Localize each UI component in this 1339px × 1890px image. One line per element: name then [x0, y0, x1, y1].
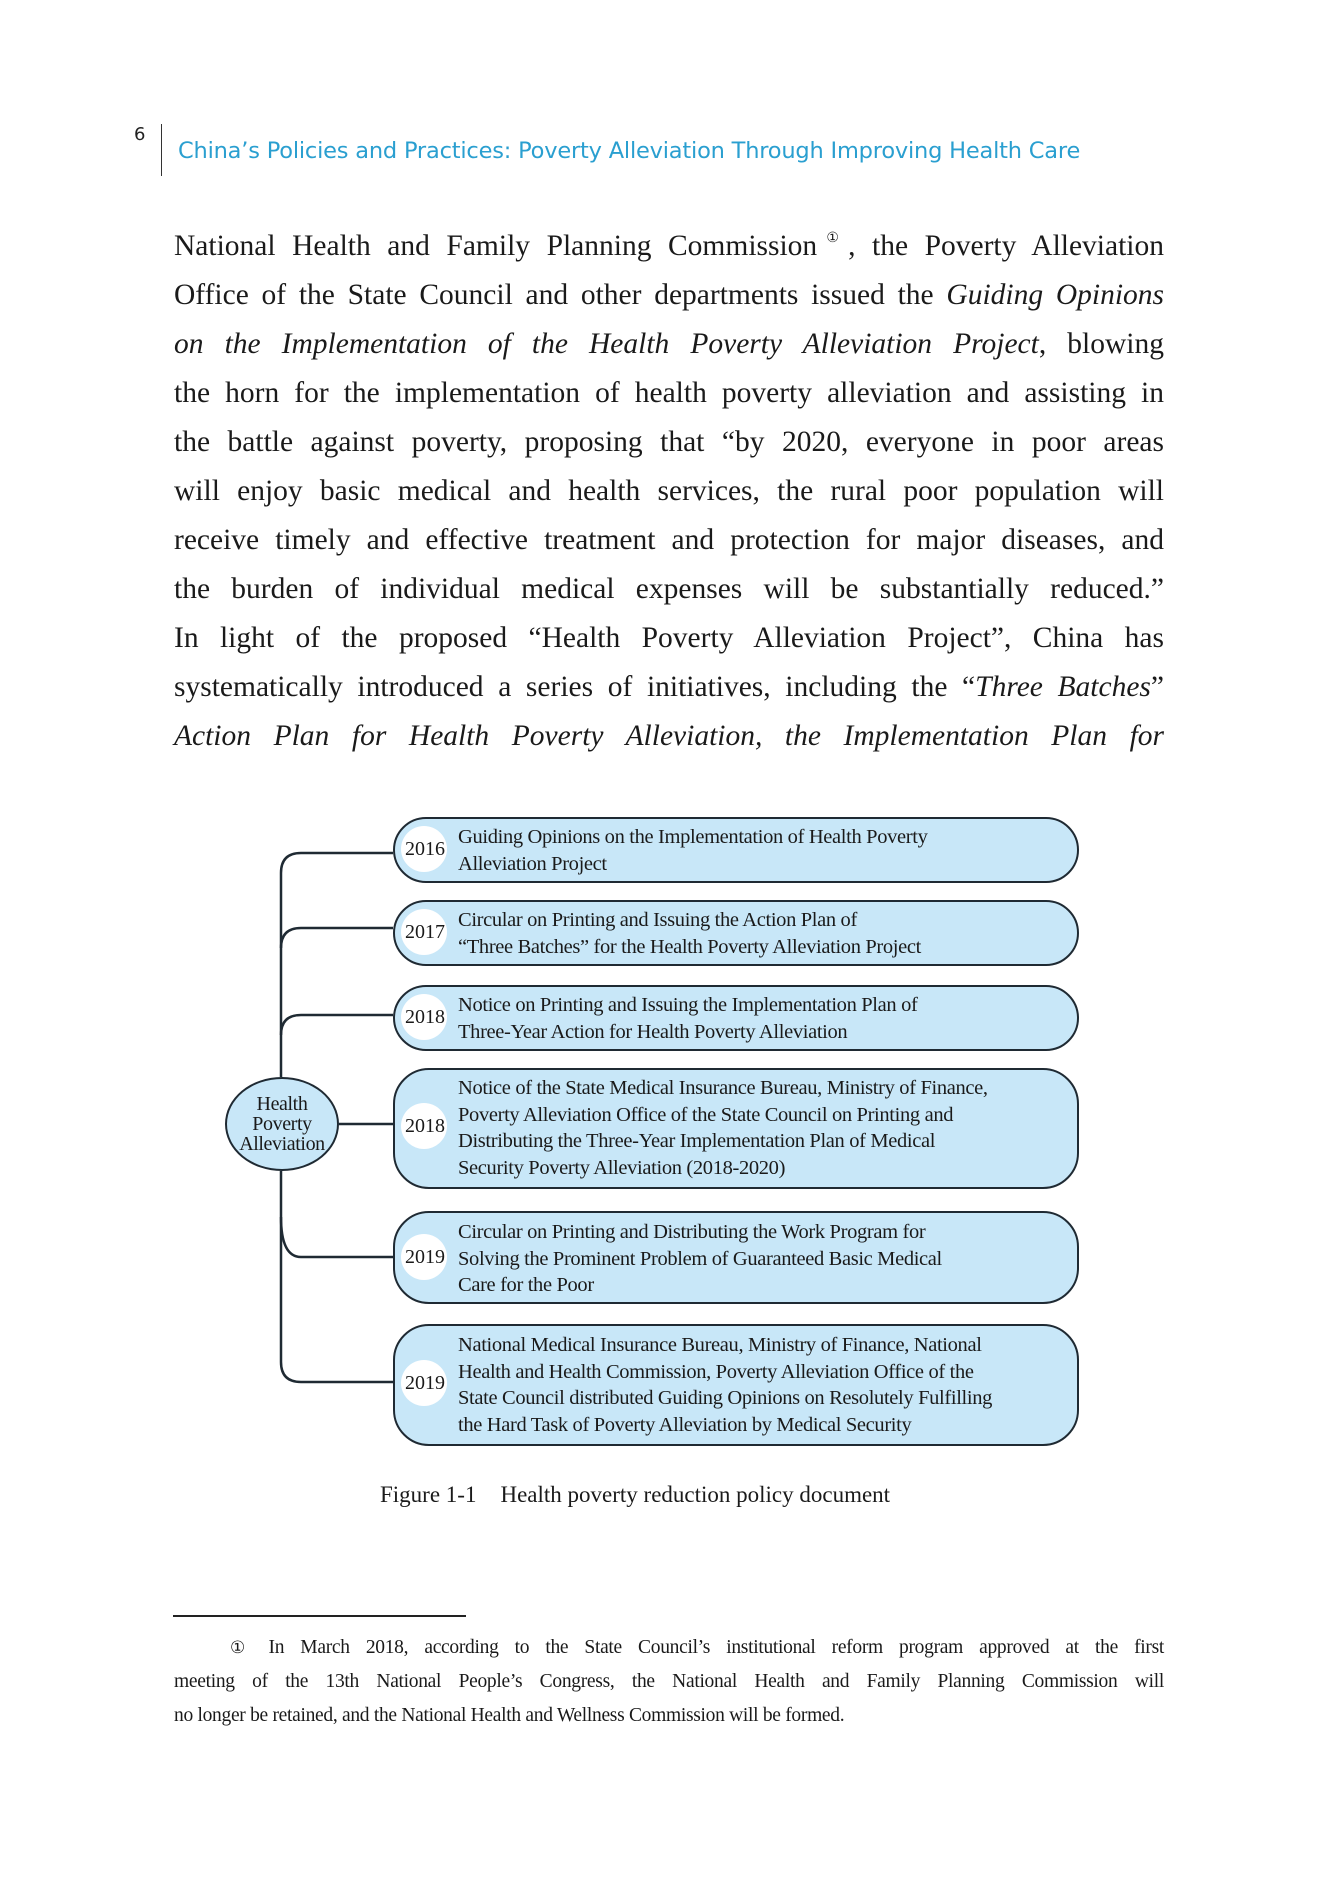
body-line: Action Plan for Health Poverty Alleviation, the Implementation Plan for [174, 720, 1164, 752]
footnote-separator [173, 1615, 466, 1617]
body-line: systematically introduced a series of initiatives, including the “Three Batches” [174, 671, 1165, 703]
document-title-italic: on the Implementation of the Health Poverty Alleviation Project [174, 328, 1039, 360]
year-label: 2018 [405, 1006, 445, 1028]
body-line: the battle against poverty, proposing that “by 2020, everyone in poor areas [174, 426, 1164, 458]
header-divider [161, 124, 162, 176]
policy-title: Circular on Printing and Issuing the Action Plan of “Three Batches” for the Health Poverty Alleviation Project [458, 909, 921, 958]
year-label: 2016 [405, 838, 445, 860]
policy-box-2019-b [393, 1324, 1079, 1446]
root-label-line: Poverty [252, 1113, 312, 1135]
document-title-italic: Guiding Opinions [946, 279, 1165, 311]
policy-title: Guiding Opinions on the Implementation of Health Poverty Alleviation Project [458, 826, 928, 875]
root-label-line: Alleviation [239, 1133, 325, 1155]
policy-title: Notice of the State Medical Insurance Bureau, Ministry of Finance, Poverty Alleviation Office of the State Council on Printing and Distributing the Three-Year Implementation Plan of Medical Security Poverty Alleviation (2018-2020) [458, 1077, 988, 1179]
year-label: 2019 [405, 1372, 445, 1394]
body-line: the burden of individual medical expenses will be substantially reduced.” [174, 573, 1164, 605]
body-line: on the Implementation of the Health Poverty Alleviation Project, blowing [174, 328, 1164, 360]
body-paragraph [174, 222, 1164, 761]
footnote-line: no longer be retained, and the National Health and Wellness Commission will be formed. [174, 1705, 845, 1726]
figure-label: Figure 1-1 [380, 1482, 477, 1507]
body-line: National Health and Family Planning Commission①, the Poverty Alleviation [174, 230, 1164, 262]
body-line: Office of the State Council and other departments issued the Guiding Opinions [174, 279, 1165, 311]
policy-title: Notice on Printing and Issuing the Implementation Plan of Three-Year Action for Health Poverty Alleviation [458, 994, 918, 1043]
footnote-marker: ① [230, 1638, 257, 1657]
running-title: China’s Policies and Practices: Poverty Alleviation Through Improving Health Care [178, 138, 1081, 164]
page-number: 6 [134, 124, 146, 145]
policy-title: Circular on Printing and Distributing the Work Program for Solving the Prominent Problem of Guaranteed Basic Medical Care for the Poor [458, 1221, 942, 1296]
footnote [174, 1631, 1164, 1733]
root-label-line: Health [256, 1093, 308, 1115]
body-line: In light of the proposed “Health Poverty Alleviation Project”, China has [174, 622, 1164, 654]
policy-box-2016 [393, 817, 1079, 883]
footnote-ref-1[interactable]: ① [817, 231, 849, 246]
figure-caption-text: Health poverty reduction policy document [500, 1482, 891, 1507]
footnote-line: ① In March 2018, according to the State Council’s institutional reform program approved at the first [230, 1637, 1164, 1658]
year-label: 2017 [405, 921, 445, 943]
year-label: 2019 [405, 1246, 445, 1268]
policy-box-2019-a [393, 1211, 1079, 1304]
body-line: the horn for the implementation of health poverty alleviation and assisting in [174, 377, 1164, 409]
policy-box-2018-b [393, 1068, 1079, 1189]
root-node-health-poverty-alleviation [225, 1077, 339, 1171]
document-title-italic: Three Batches [975, 671, 1151, 703]
policy-box-2017 [393, 900, 1079, 966]
policy-title: National Medical Insurance Bureau, Ministry of Finance, National Health and Health Commission, Poverty Alleviation Office of the State Council distributed Guiding Opinions on Resolutely Fulfilling the Hard Task of Poverty Alleviation by Medical Security [458, 1334, 993, 1436]
body-line: receive timely and effective treatment and protection for major diseases, and [174, 524, 1164, 556]
figure-caption [380, 1482, 890, 1508]
body-line: will enjoy basic medical and health services, the rural poor population will [174, 475, 1164, 507]
footnote-line: meeting of the 13th National People’s Congress, the National Health and Family Planning Commission will [174, 1671, 1164, 1692]
year-label: 2018 [405, 1115, 445, 1137]
policy-box-2018-a [393, 985, 1079, 1051]
